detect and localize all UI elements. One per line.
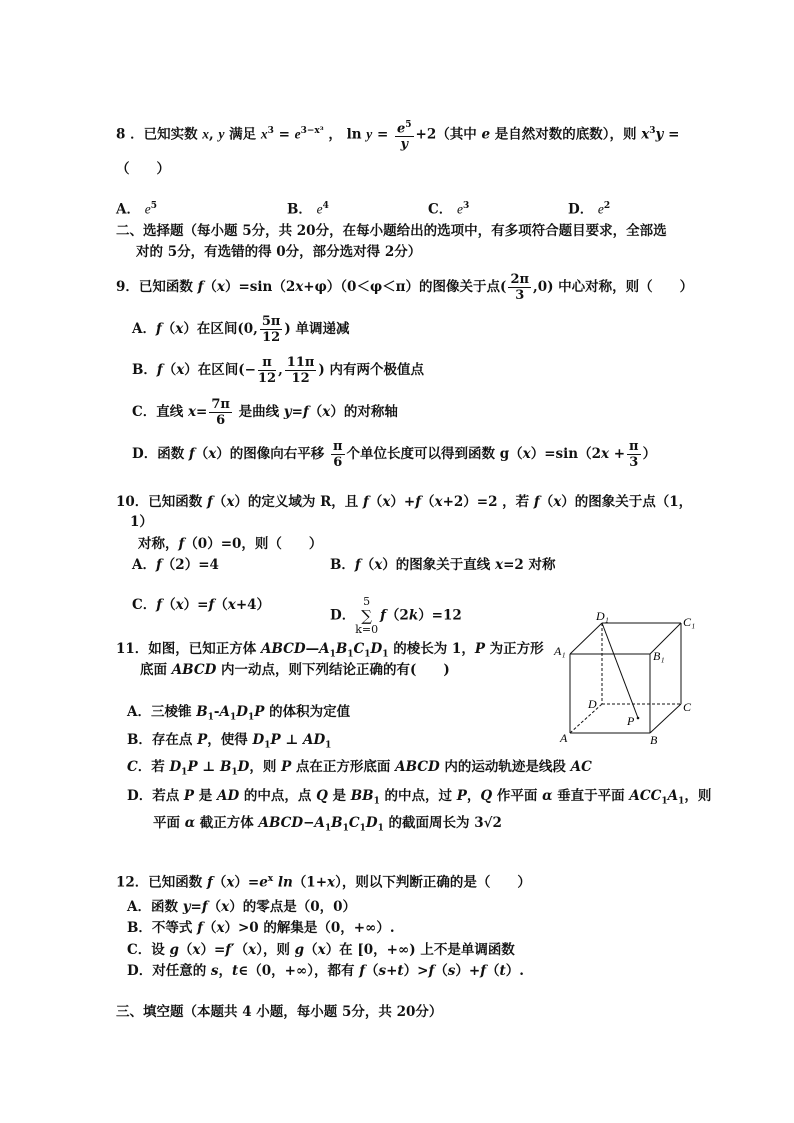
q10-option-a: A．f（2）=4 — [132, 557, 219, 573]
q8-stem: 8 ．已知实数 x, y 满足 $x^3 = e^{3-x^3}$ ， ln y = $\frac{e^5}{y}$ +2（其中 e 是自然对数的底数），则 $x^3y$ = — [116, 120, 680, 153]
section2-line1: 二、选择题（每小题 5分，共 20分，在每小题给出的选项中，有多项符合题目要求，全部选 — [116, 223, 667, 239]
q8-option-a: A． $e^5$ — [116, 201, 157, 218]
q8-option-d: D． $e^2$ — [568, 201, 611, 218]
q8-option-b: B． $e^4$ — [287, 201, 329, 218]
q10-option-c: C．f（x）=f（x+4） — [132, 597, 271, 613]
label-a: A — [560, 731, 568, 745]
q12-stem: 12．已知函数 $f(x)=e^x$ ln（1+x），则以下判断正确的是（ ） — [116, 874, 531, 891]
q12-option-d: D．对任意的 s，t∈（0，+∞），都有 f（s+t）>f（s）+f（t）. — [127, 963, 524, 979]
q11-option-a: A．三棱锥 $B_1-A_1D_1P$ 的体积为定值 — [127, 704, 351, 723]
q11-stem-line1: 11．如图，已知正方体 $ABCD—A_1B_1C_1D_1$ 的棱长为 1，P 为正方形 — [116, 641, 544, 660]
q12-option-c: C．设 g（x）=f′（x），则 g（x）在 [0，+∞) 上不是单调函数 — [127, 942, 515, 958]
q11-option-d-line2: 平面 α 截正方体 $ABCD-A_1B_1C_1D_1$ 的截面周长为 3√2 — [153, 815, 502, 834]
q10-stem-line1: 10．已知函数 f（x）的定义域为 R，且 f（x）+f（x+2）=2 ，若 f（x）的图象关于点（1， — [116, 494, 693, 510]
section2-line2: 对的 5分，有选错的得 0分，部分选对得 2分） — [136, 244, 422, 260]
label-d1: D₁ — [596, 609, 609, 623]
q9-stem: 9．已知函数 f（x）=sin（2x+φ）（0＜φ＜π）的图像关于点( $\frac{2\pi}{3}$ ,0) 中心对称，则（ ） — [116, 272, 694, 303]
q11-option-d-line1: D．若点 P 是 AD 的中点，点 Q 是 $BB_1$ 的中点，过 P，Q 作平面 α 垂直于平面 $ACC_1A_1$，则 — [127, 788, 712, 807]
section3-heading: 三、填空题（本题共 4 小题，每小题 5分，共 20分） — [116, 1004, 443, 1020]
q8-option-c: C． $e^3$ — [428, 201, 470, 218]
label-c1: C₁ — [683, 615, 696, 629]
label-b: B — [650, 733, 658, 747]
q10-stem-line2: 1） — [130, 514, 153, 530]
q10-stem-line3: 对称，f（0）=0，则（ ） — [138, 536, 323, 552]
label-a1: A₁ — [554, 644, 566, 658]
label-c: C — [683, 700, 692, 714]
label-d: D — [588, 697, 597, 711]
q11-stem-line2: 底面 ABCD 内一动点，则下列结论正确的有( ) — [140, 662, 450, 678]
q12-option-a: A．函数 y=f（x）的零点是（0，0） — [127, 899, 357, 915]
cube-figure — [550, 608, 700, 748]
q9-option-c: C．直线 x= $\frac{7\pi}{6}$ 是曲线 y=f（x）的对称轴 — [132, 397, 398, 428]
q10-option-b: B．f（x）的图象关于直线 x=2 对称 — [330, 557, 556, 573]
q9-option-b: B．f（x）在区间(− $\frac{\pi}{12}$ , $\frac{11\pi}{12}$ ) 内有两个极值点 — [132, 355, 424, 386]
label-b1: B₁ — [653, 649, 665, 663]
q8-paren: （ ） — [116, 161, 170, 177]
q11-option-b: B．存在点 P，使得 $D_1P$ ⊥ $AD_1$ — [127, 732, 332, 751]
q9-option-d: D．函数 f（x）的图像向右平移 $\frac{\pi}{6}$ 个单位长度可以得到函数 g（x）=sin（2x + $\frac{\pi}{3}$ ） — [132, 439, 657, 470]
q11-option-c: C．若 $D_1P$ ⊥ $B_1D$，则 P 点在正方形底面 ABCD 内的运动轨迹是线段 AC — [127, 759, 592, 778]
q12-option-b: B．不等式 f（x）>0 的解集是（0，+∞）. — [127, 920, 395, 936]
q9-option-a: A．f（x）在区间(0, $\frac{5\pi}{12}$ ) 单调递减 — [132, 314, 350, 345]
label-p: P — [627, 714, 635, 728]
q10-option-d: D．5 ∑ k=0f（2k）=12 — [330, 595, 462, 636]
